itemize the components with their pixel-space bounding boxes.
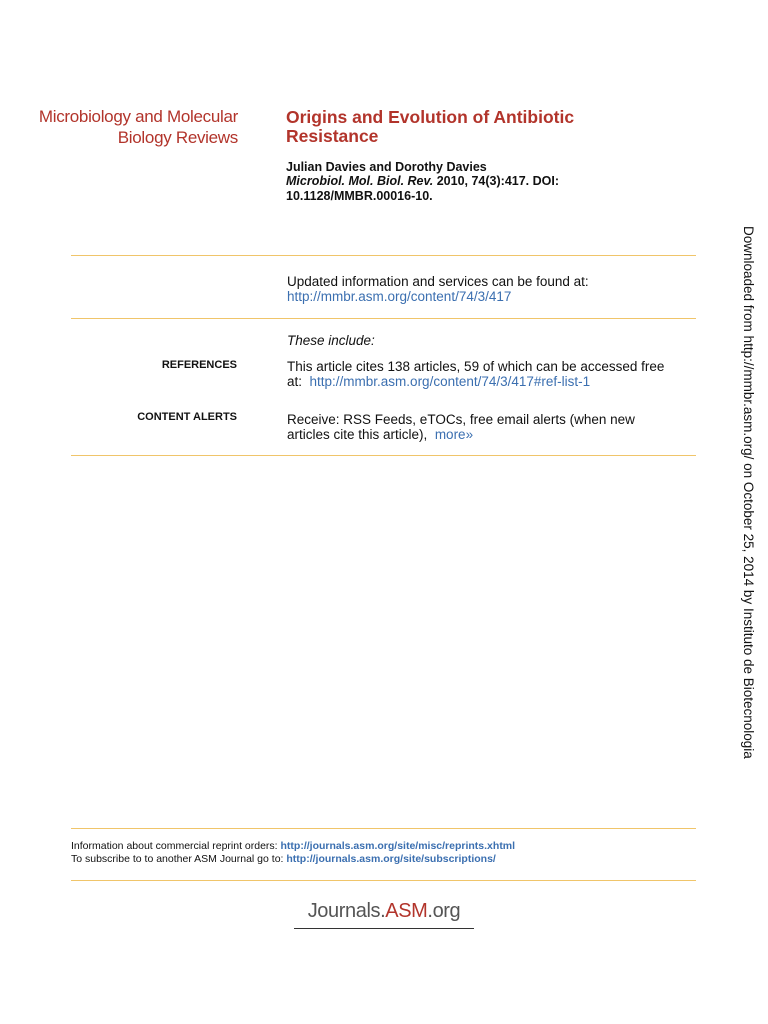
citation-line1 xyxy=(286,174,616,189)
references-label: REFERENCES xyxy=(161,359,237,371)
article-title xyxy=(286,108,686,146)
subscribe-link[interactable]: http://journals.asm.org/site/subscriptions/ xyxy=(286,853,496,865)
logo-part-asm: ASM xyxy=(385,900,428,922)
references-link[interactable]: http://mmbr.asm.org/content/74/3/417#ref-list-1 xyxy=(309,374,591,389)
divider xyxy=(71,828,696,829)
citation xyxy=(286,174,616,204)
journal-abbreviation: Microbiol. Mol. Biol. Rev. xyxy=(286,174,434,188)
logo-part-journals: Journals. xyxy=(307,900,386,922)
doi: 10.1128/MMBR.00016-10. xyxy=(286,189,433,203)
content-alerts-text-line2: articles cite this article), xyxy=(287,427,428,442)
content-alerts-label: CONTENT ALERTS xyxy=(137,411,237,423)
journal-name-line2: Biology Reviews xyxy=(117,128,238,147)
references-link-line xyxy=(287,374,707,389)
content-alerts-block xyxy=(287,412,707,442)
article-title-line1: Origins and Evolution of Antibiotic xyxy=(286,107,575,127)
reprints-link[interactable]: http://journals.asm.org/site/misc/reprints.xhtml xyxy=(280,840,516,852)
reprints-line xyxy=(71,840,515,853)
references-block xyxy=(287,359,707,389)
updates-block xyxy=(287,274,707,304)
download-stamp xyxy=(738,226,758,798)
subscribe-line xyxy=(71,853,515,866)
content-alerts-text-line1: Receive: RSS Feeds, eTOCs, free email alerts (when new xyxy=(287,412,635,427)
article-title-line2: Resistance xyxy=(286,126,379,146)
divider xyxy=(71,880,696,881)
content-alerts-text-line2-wrap xyxy=(287,427,707,442)
article-url-link[interactable]: http://mmbr.asm.org/content/74/3/417 xyxy=(287,289,512,304)
more-link[interactable]: more» xyxy=(434,427,474,442)
includes-heading: These include: xyxy=(287,333,375,348)
download-stamp-text: Downloaded from http://mmbr.asm.org/ on October 25, 2014 by Instituto de Biotecnologia xyxy=(741,226,756,759)
updates-text: Updated information and services can be found at: xyxy=(287,274,589,289)
authors: Julian Davies and Dorothy Davies xyxy=(286,160,487,174)
subscribe-text: To subscribe to to another ASM Journal go to: xyxy=(71,853,284,865)
references-text: This article cites 138 articles, 59 of which can be accessed free xyxy=(287,359,665,374)
footer xyxy=(71,840,515,866)
logo-underline xyxy=(294,928,474,929)
divider xyxy=(71,318,696,319)
divider xyxy=(71,255,696,256)
divider xyxy=(71,455,696,456)
references-prefix: at: xyxy=(287,374,303,389)
logo-part-org: .org xyxy=(427,900,461,922)
journal-name xyxy=(0,106,238,148)
journals-asm-logo[interactable] xyxy=(295,900,473,923)
citation-details: 2010, 74(3):417. DOI: xyxy=(433,174,560,188)
journal-name-line1: Microbiology and Molecular xyxy=(38,107,238,126)
reprints-text: Information about commercial reprint orders: xyxy=(71,840,278,852)
